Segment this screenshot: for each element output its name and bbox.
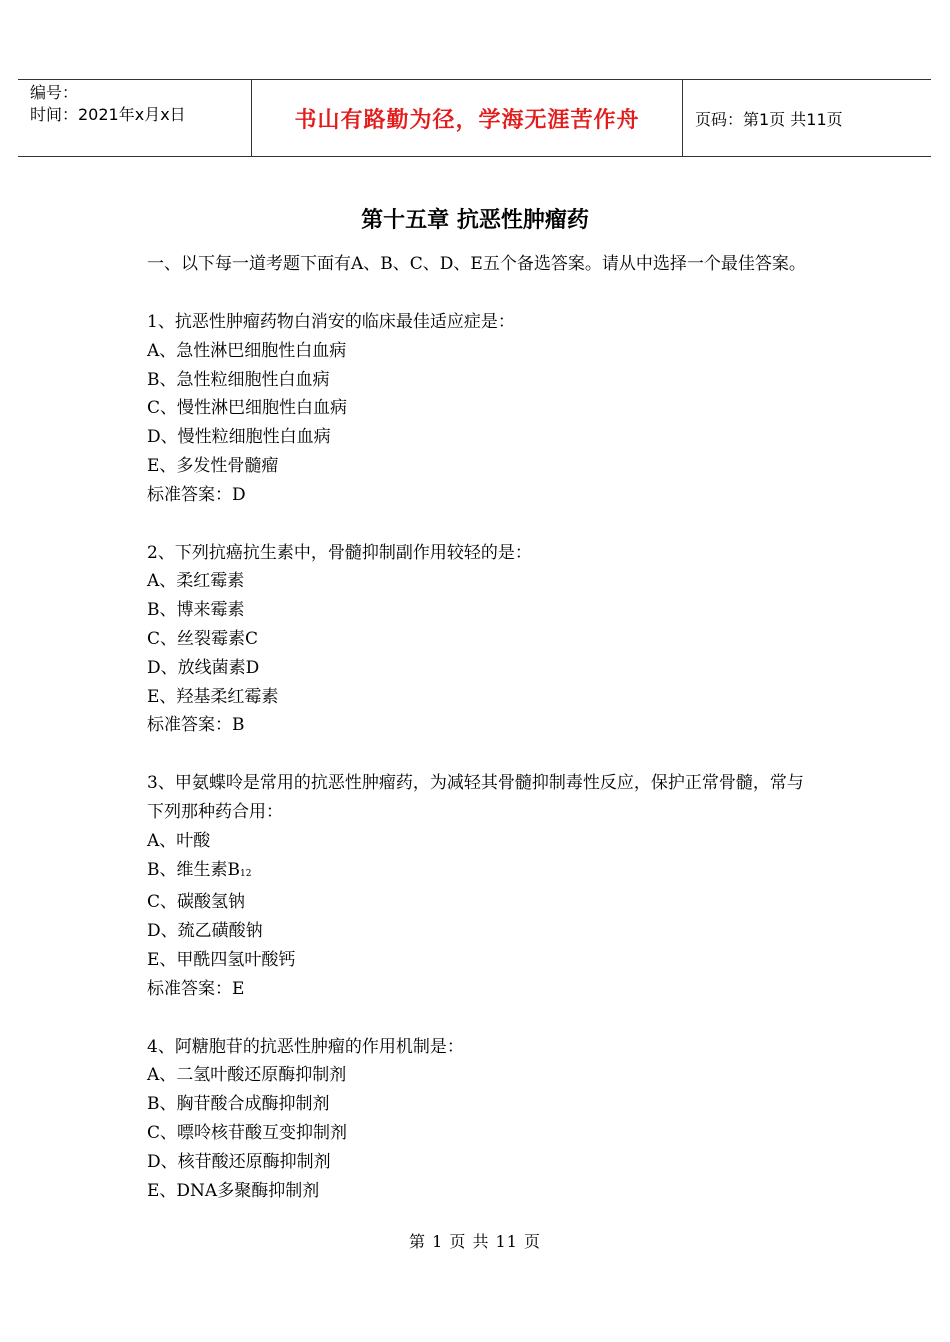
standard-answer: 标准答案：B: [147, 715, 245, 736]
header-page-cell: [683, 80, 931, 156]
document-number-label: 编号：: [30, 83, 79, 102]
answer-option: [147, 1177, 807, 1206]
document-time-label: 时间：2021年x月x日: [30, 105, 186, 124]
answer-option-text: D、慢性粒细胞性白血病: [147, 427, 331, 448]
answer-option: [147, 1148, 807, 1177]
answer-option: [147, 946, 807, 975]
answer-option: [147, 683, 807, 712]
question-list: [147, 308, 807, 1205]
answer-option-text: C、碳酸氢钠: [147, 892, 246, 913]
answer-option: [147, 1090, 807, 1119]
answer-option-text: B、胸苷酸合成酶抑制剂: [147, 1094, 330, 1115]
answer-option-text: C、慢性淋巴细胞性白血病: [147, 398, 348, 419]
answer-option: [147, 423, 807, 452]
page-footer: 第 1 页 共 11 页: [409, 1232, 541, 1251]
header-page-label: 页码：第1页 共11页: [695, 109, 843, 129]
question-stem: 4、阿糖胞苷的抗恶性肿瘤的作用机制是：: [147, 1036, 464, 1057]
answer-option: [147, 888, 807, 917]
instructions: 一、以下每一道考题下面有A、B、C、D、E五个备选答案。请从中选择一个最佳答案。: [147, 254, 806, 274]
question-stem: 3、甲氨蝶呤是常用的抗恶性肿瘤药，为减轻其骨髓抑制毒性反应，保护正常骨髓，常与下列那种药合用：: [147, 773, 804, 822]
answer-option-text: E、甲酰四氢叶酸钙: [147, 949, 296, 970]
answer-option-text: A、叶酸: [147, 830, 211, 851]
answer-option: [147, 1061, 807, 1090]
answer-option-text: D、核苷酸还原酶抑制剂: [147, 1151, 331, 1172]
header-motto: 书山有路勤为径，学海无涯苦作舟: [294, 107, 640, 133]
answer-option: [147, 452, 807, 481]
answer-option: [147, 625, 807, 654]
question-block: [147, 1033, 807, 1206]
subscript: 12: [240, 868, 252, 879]
answer-option-text: B、博来霉素: [147, 600, 245, 621]
answer-option: [147, 917, 807, 946]
answer-option-text: E、羟基柔红霉素: [147, 686, 279, 707]
answer-option-text: B、急性粒细胞性白血病: [147, 369, 330, 390]
answer-option: [147, 654, 807, 683]
question-block: [147, 308, 807, 510]
standard-answer: 标准答案：E: [147, 978, 245, 999]
question-block: [147, 539, 807, 741]
answer-option-text: B、维生素B: [147, 859, 240, 880]
answer-option-text: C、嘌呤核苷酸互变抑制剂: [147, 1122, 348, 1143]
answer-option: [147, 596, 807, 625]
answer-option-text: D、放线菌素D: [147, 657, 260, 678]
answer-option-text: C、丝裂霉素C: [147, 628, 259, 649]
page-header: [18, 79, 931, 157]
answer-option-text: A、柔红霉素: [147, 571, 245, 592]
answer-option-text: D、巯乙磺酸钠: [147, 921, 263, 942]
question-stem: 2、下列抗癌抗生素中，骨髓抑制副作用较轻的是：: [147, 542, 532, 563]
question-block: [147, 769, 807, 1003]
question-stem: 1、抗恶性肿瘤药物白消安的临床最佳适应症是：: [147, 312, 515, 332]
answer-option: [147, 337, 807, 366]
answer-option: [147, 394, 807, 423]
header-motto-cell: [251, 80, 683, 156]
chapter-title: 第十五章 抗恶性肿瘤药: [361, 208, 589, 233]
answer-option: [147, 827, 807, 856]
answer-option: [147, 856, 807, 889]
header-meta: [18, 80, 251, 156]
answer-option-text: E、多发性骨髓瘤: [147, 455, 279, 476]
question-content: [147, 250, 807, 1234]
answer-option-text: A、二氢叶酸还原酶抑制剂: [147, 1065, 347, 1086]
answer-option-text: A、急性淋巴细胞性白血病: [147, 340, 347, 361]
answer-option-text: E、DNA多聚酶抑制剂: [147, 1180, 320, 1201]
answer-option: [147, 1119, 807, 1148]
answer-option: [147, 567, 807, 596]
standard-answer: 标准答案：D: [147, 484, 246, 505]
answer-option: [147, 366, 807, 395]
